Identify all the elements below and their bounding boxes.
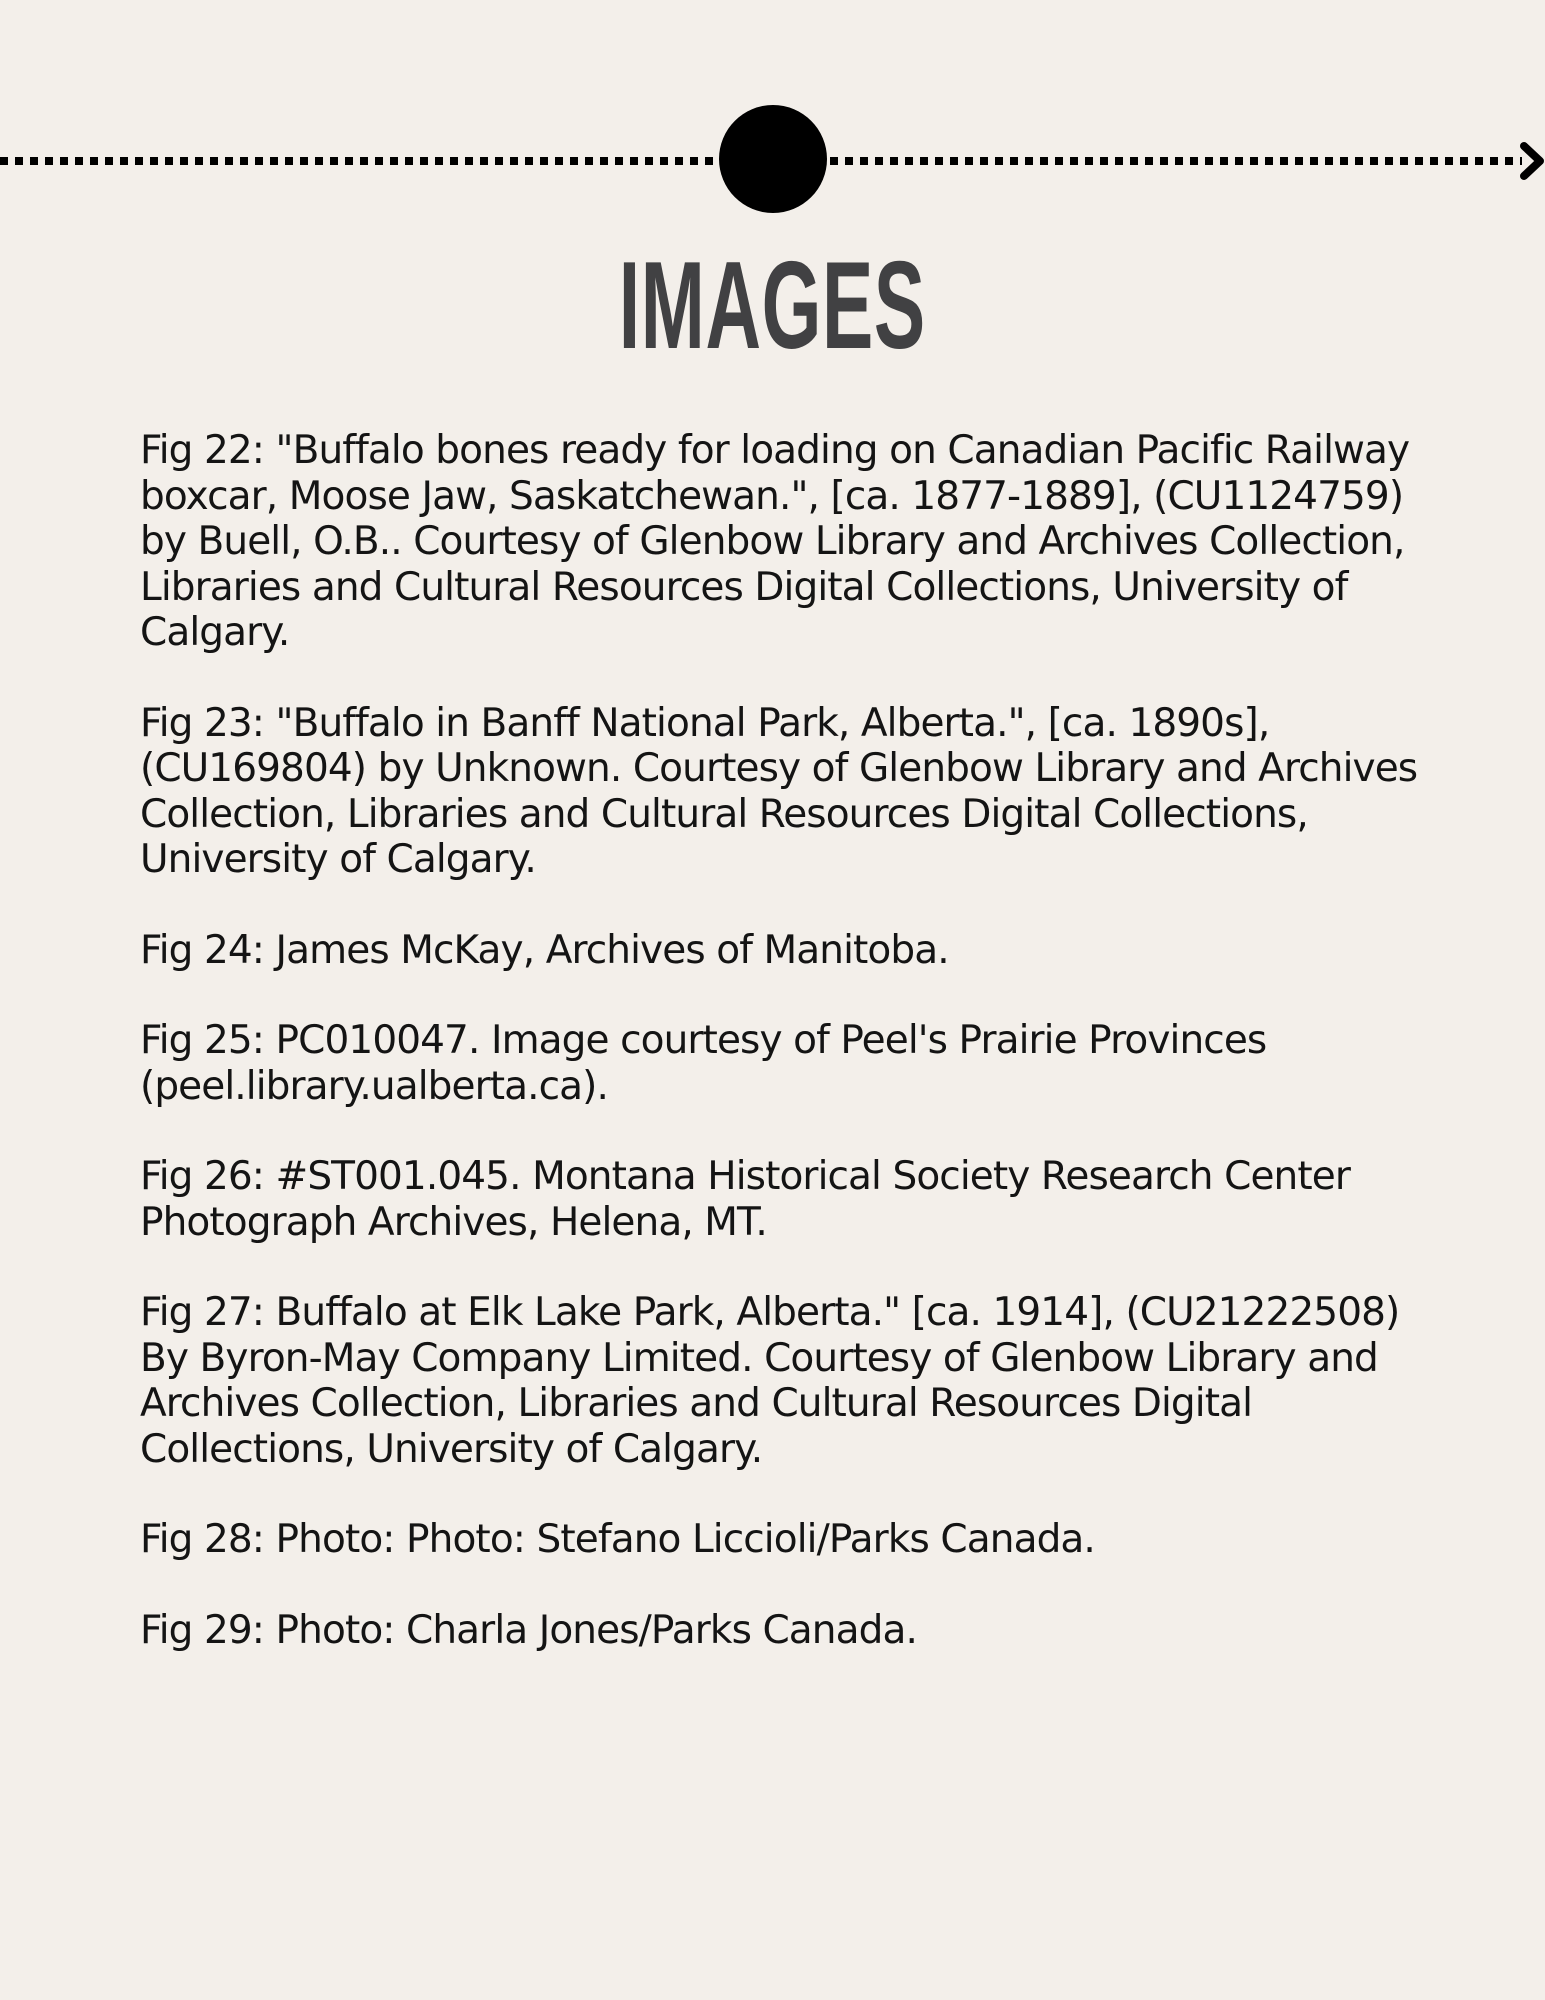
caption-fig-28: Fig 28: Photo: Photo: Stefano Liccioli/Parks Canada. [140, 1517, 1095, 1562]
chevron-right-icon [1524, 146, 1540, 176]
dotted-arrow-timeline [0, 0, 1545, 240]
page-title: IMAGES [618, 237, 926, 375]
caption-fig-29: Fig 29: Photo: Charla Jones/Parks Canada. [140, 1607, 917, 1653]
caption-fig-25: Fig 25: PC010047. Image courtesy of Peel's Prairie Provinces (peel.library.ualberta.ca). [140, 1018, 1267, 1109]
caption-fig-22: Fig 22: "Buffalo bones ready for loading on Canadian Pacific Railway boxcar, Moose Jaw, Saskatchewan.", [ca. 1877-1889], (CU1124759) by Buell, O.B.. Courtesy of Glenbow Library and Archives Collection, Libraries and Cultural Resources Digital Collections, University of Calgary. [140, 428, 1410, 655]
filled-circle-marker [719, 105, 827, 213]
image-credits-list [140, 428, 1430, 1698]
caption-fig-24: Fig 24: James McKay, Archives of Manitoba. [140, 927, 949, 973]
caption-fig-26: Fig 26: #ST001.045. Montana Historical Society Research Center Photograph Archives, Helena, MT. [140, 1154, 1350, 1245]
caption-fig-27: Fig 27: Buffalo at Elk Lake Park, Alberta." [ca. 1914], (CU21222508) By Byron-May Company Limited. Courtesy of Glenbow Library and Archives Collection, Libraries and Cultural Resources Digital Collections, University of Calgary. [140, 1290, 1400, 1472]
caption-fig-23: Fig 23: "Buffalo in Banff National Park, Alberta.", [ca. 1890s], (CU169804) by Unknown. Courtesy of Glenbow Library and Archives Collection, Libraries and Cultural Resources Digital Collections, University of Calgary. [140, 700, 1418, 882]
